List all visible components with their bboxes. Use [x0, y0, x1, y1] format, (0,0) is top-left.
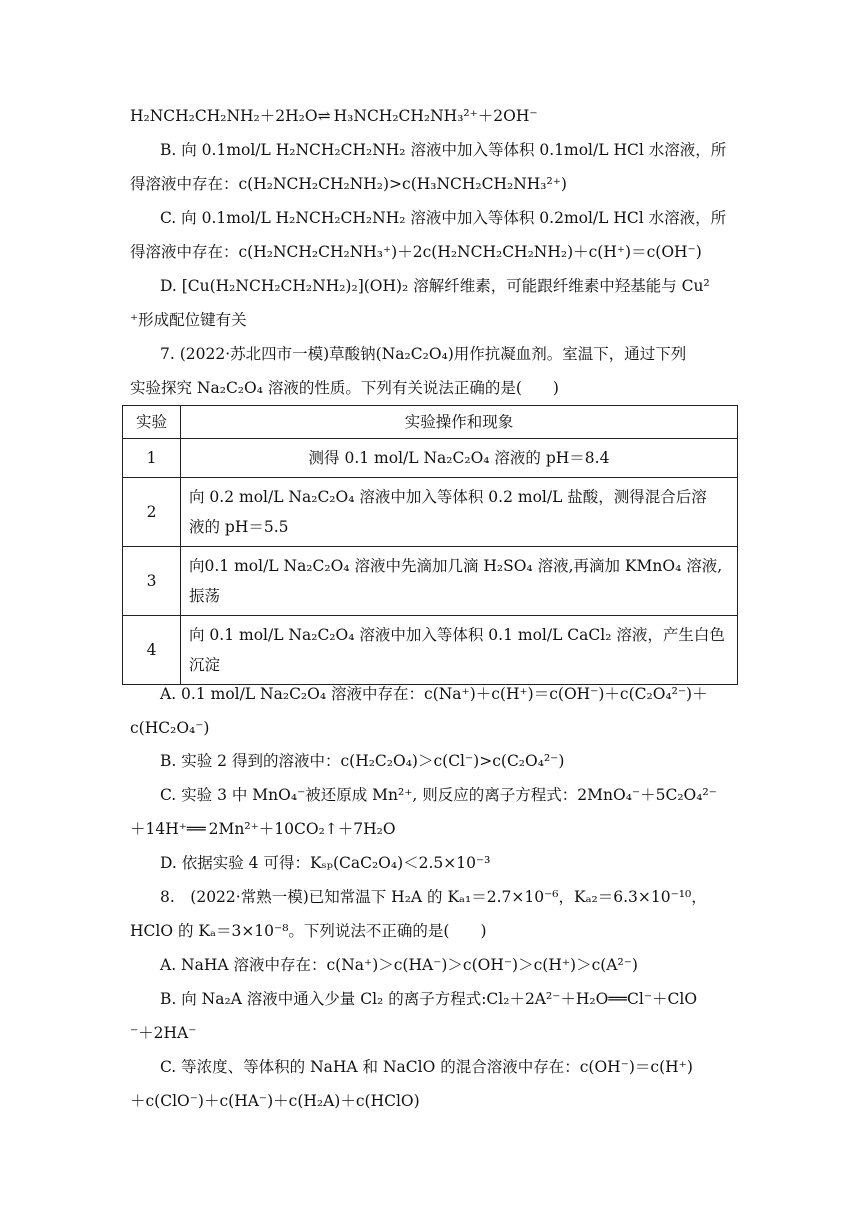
question-7-title: 7. (2022·苏北四市一模)草酸钠(Na₂C₂O₄)用作抗凝血剂。室温下，通过下列: [160, 345, 687, 363]
experiment-table: [122, 405, 738, 685]
option-a-line: A. NaHA 溶液中存在：c(Na⁺)＞c(HA⁻)＞c(OH⁻)＞c(H⁺)＞c(A²⁻): [160, 956, 638, 974]
experiment-description: [181, 439, 738, 478]
experiment-description: [181, 547, 738, 616]
description-line: 测得 0.1 mol/L Na₂C₂O₄ 溶液的 pH＝8.4: [308, 449, 610, 467]
table-row: [123, 616, 738, 685]
experiment-number: 4: [123, 616, 181, 685]
text-line: 得溶液中存在：c(H₂NCH₂CH₂NH₂)>c(H₃NCH₂CH₂NH₃²⁺): [130, 175, 567, 193]
text-line: ＋14H⁺══ 2Mn²⁺＋10CO₂↑＋7H₂O: [130, 820, 396, 838]
option-d-line: D. [Cu(H₂NCH₂CH₂NH₂)₂](OH)₂ 溶解纤维素，可能跟纤维素中羟基能与 Cu²: [160, 277, 710, 295]
experiment-number: 2: [123, 478, 181, 547]
option-b-line: B. 向 0.1mol/L H₂NCH₂CH₂NH₂ 溶液中加入等体积 0.1mol/L HCl 水溶液，所: [160, 141, 727, 159]
table-row: [123, 478, 738, 547]
description-line: 沉淀: [189, 656, 221, 674]
text-line: c(HC₂O₄⁻): [130, 719, 210, 737]
option-d-line: D. 依据实验 4 可得：Kₛₚ(CaC₂O₄)＜2.5×10⁻³: [160, 854, 491, 872]
text-line: 实验探究 Na₂C₂O₄ 溶液的性质。下列有关说法正确的是( ): [130, 379, 559, 397]
text-line: 得溶液中存在：c(H₂NCH₂CH₂NH₃⁺)＋2c(H₂NCH₂CH₂NH₂)＋c(H⁺)＝c(OH⁻): [130, 243, 702, 261]
option-b-line: B. 向 Na₂A 溶液中通入少量 Cl₂ 的离子方程式:Cl₂＋2A²⁻＋H₂O══Cl⁻＋ClO: [160, 990, 698, 1008]
description-line: 向 0.2 mol/L Na₂C₂O₄ 溶液中加入等体积 0.2 mol/L 盐酸，测得混合后溶: [189, 488, 707, 506]
description-line: 向 0.1 mol/L Na₂C₂O₄ 溶液中加入等体积 0.1 mol/L CaCl₂ 溶液，产生白色: [189, 626, 725, 644]
table-row: [123, 547, 738, 616]
option-c-line: C. 等浓度、等体积的 NaHA 和 NaClO 的混合溶液中存在：c(OH⁻)＝c(H⁺): [160, 1058, 693, 1076]
option-c-line: C. 向 0.1mol/L H₂NCH₂CH₂NH₂ 溶液中加入等体积 0.2mol/L HCl 水溶液，所: [160, 209, 727, 227]
text-line: H₂NCH₂CH₂NH₂＋2H₂O⇌ H₃NCH₂CH₂NH₃²⁺＋2OH⁻: [130, 107, 538, 125]
option-a-line: A. 0.1 mol/L Na₂C₂O₄ 溶液中存在：c(Na⁺)＋c(H⁺)＝c(OH⁻)＋c(C₂O₄²⁻)＋: [160, 685, 708, 703]
text-line: ⁻＋2HA⁻: [130, 1024, 197, 1042]
table-row: [123, 439, 738, 478]
option-c-line: C. 实验 3 中 MnO₄⁻被还原成 Mn²⁺, 则反应的离子方程式：2MnO₄⁻＋5C₂O₄²⁻: [160, 786, 717, 804]
description-line: 向0.1 mol/L Na₂C₂O₄ 溶液中先滴加几滴 H₂SO₄ 溶液,再滴加 KMnO₄ 溶液,: [189, 557, 723, 575]
table-header: 实验: [123, 406, 181, 439]
experiment-number: 1: [123, 439, 181, 478]
experiment-description: [181, 478, 738, 547]
text-line: HClO 的 Kₐ＝3×10⁻⁸。下列说法不正确的是( ): [130, 922, 487, 940]
text-line: ⁺形成配位键有关: [130, 311, 247, 329]
table-header: 实验操作和现象: [181, 406, 738, 439]
question-8-title: 8. (2022·常熟一模)已知常温下 H₂A 的 Kₐ₁＝2.7×10⁻⁶，Kₐ₂＝6.3×10⁻¹⁰，: [160, 888, 707, 906]
table-header-row: [123, 406, 738, 439]
experiment-number: 3: [123, 547, 181, 616]
option-b-line: B. 实验 2 得到的溶液中：c(H₂C₂O₄)＞c(Cl⁻)>c(C₂O₄²⁻): [160, 752, 565, 770]
description-line: 液的 pH＝5.5: [189, 518, 289, 536]
text-line: ＋c(ClO⁻)＋c(HA⁻)＋c(H₂A)＋c(HClO): [130, 1092, 420, 1110]
description-line: 振荡: [189, 587, 221, 605]
experiment-description: [181, 616, 738, 685]
